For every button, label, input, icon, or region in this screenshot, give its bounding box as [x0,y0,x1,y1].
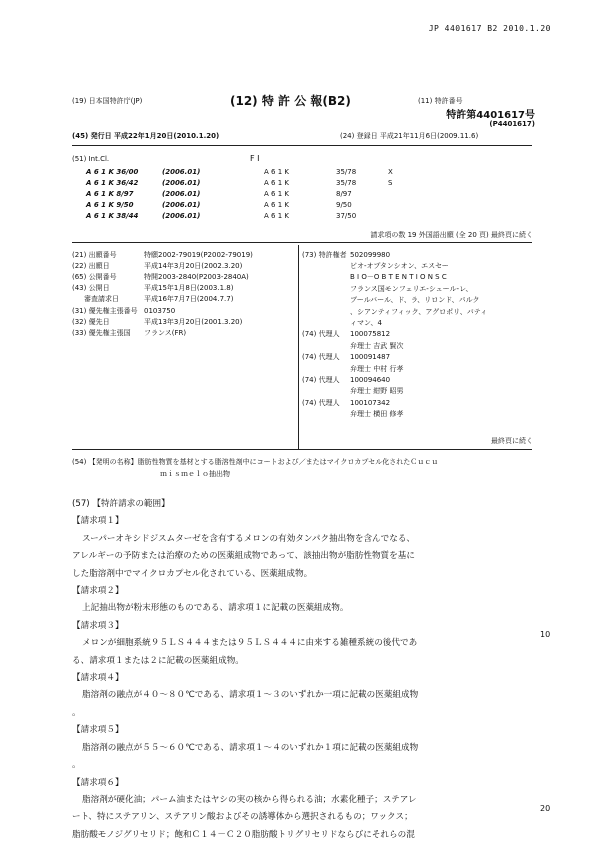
publication-type: (12) 特 許 公 報(B2) [230,94,351,108]
biblio-tag: (74) 代理人 [302,353,340,362]
ipc-code: A 6 1 K 38/44 [86,211,139,220]
ipc-row [86,210,526,221]
biblio-line [302,306,532,317]
biblio-value: 100107342 [350,398,391,407]
biblio-line [302,374,532,385]
claim-3-tag: 【請求項３】 [72,620,124,631]
biblio-value: 特開2003-2840(P2003-2840A) [144,272,249,281]
document-id-header: JP 4401617 B2 2010.1.20 [428,24,551,33]
fi-class: A 6 1 K [264,178,289,187]
biblio-line [72,283,294,294]
biblio-left [72,249,294,339]
fi-subclass: 8/97 [336,189,352,198]
claims-heading: (57) 【特許請求の範囲】 [72,499,170,509]
biblio-line [302,283,532,294]
ipc-table [86,166,526,221]
biblio-line [302,397,532,408]
biblio-value: 平成13年3月20日(2001.3.20) [144,317,243,326]
claim-1-tag: 【請求項１】 [72,516,124,527]
claim-text: 脂溶剤の融点が５５～６０℃である、請求項１～４のいずれか１項に記載の医薬組成物 [82,742,419,753]
fi-subclass: 37/50 [336,211,357,220]
ipc-code: A 6 1 K 36/00 [86,167,139,176]
ipc-row [86,188,526,199]
biblio-line [302,317,532,328]
biblio-tag: (32) 優先日 [72,317,110,326]
claims-section [72,496,532,844]
ipc-version: (2006.01) [162,211,201,220]
biblio-line [302,352,532,363]
fi-class: A 6 1 K [264,167,289,176]
divider-mid [72,242,532,243]
biblio-line [72,249,294,260]
fi-subclass: 9/50 [336,200,352,209]
biblio-value: ブールバール、ド、ラ、リロンド、パルク [350,296,480,305]
fi-subclass: 35/78 [336,178,357,187]
fi-subclass: 35/78 [336,167,357,176]
divider-top [72,145,532,146]
biblio-tag: (43) 公開日 [72,284,110,293]
ipc-row [86,177,526,188]
biblio-line [302,363,532,374]
claim-text: 。 [72,707,81,718]
ipc-row [86,199,526,210]
claim-text: した脂溶剤中でマイクロカプセル化されている、医薬組成物。 [72,568,313,579]
fi-class: A 6 1 K [264,189,289,198]
biblio-line [302,295,532,306]
claims-count: 請求項の数 19 外国語出願 (全 20 頁) 最終頁に続く [370,231,533,239]
patent-number-tag: (11) 特許番号 [418,97,463,105]
ipc-code: A 6 1 K 36/42 [86,178,139,187]
biblio-value: ィマン、4 [350,319,382,328]
fi-class: A 6 1 K [264,200,289,209]
biblio-right [302,249,532,420]
biblio-line [72,294,294,305]
biblio-value: 100094640 [350,375,391,384]
issue-date: (45) 発行日 平成22年1月20日(2010.1.20) [72,132,220,140]
biblio-value: B I O－O B T E N T I O N S C [350,273,447,282]
biblio-value: ビオ-オプタンシオン、エスセー [350,262,449,271]
claim-text: メロンが細胞系統９５ＬＳ４４４または９５ＬＳ４４４に由来する雑種系統の後代であ [82,638,418,649]
claim-text: る、請求項１または２に記載の医薬組成物。 [72,655,244,666]
patent-number-p: (P4401617) [489,120,535,128]
invention-title-cont: ｍｉｓｍｅｌｏ抽出物 [160,470,230,478]
biblio-tag: (74) 代理人 [302,398,340,407]
biblio-value: 弁理士 吉武 賢次 [350,341,404,350]
fi-class: A 6 1 K [264,211,289,220]
claim-5-tag: 【請求項５】 [72,725,124,736]
biblio-tag: (33) 優先権主張国 [72,328,131,337]
ipc-row [86,166,526,177]
claim-text: 脂肪酸モノジグリセリド；飽和Ｃ１４－Ｃ２０脂肪酸トリグリセリドならびにそれらの混 [72,829,415,840]
ipc-version: (2006.01) [162,178,201,187]
patent-number: 特許第4401617号 [446,110,535,121]
fi-suffix: X [388,167,393,176]
biblio-value: 0103750 [144,306,176,315]
claim-4-tag: 【請求項４】 [72,673,124,684]
fi-label: F I [250,154,260,163]
biblio-value: フランス国モンフェリエ-シュール-レ、 [350,284,473,293]
biblio-line [72,305,294,316]
biblio-value: 平成15年1月8日(2003.1.8) [144,284,234,293]
biblio-line [302,260,532,271]
divider-bottom [72,449,532,450]
biblio-line [72,271,294,282]
margin-line-number: 10 [540,630,551,639]
continued-last-page: 最終頁に続く [491,437,533,445]
biblio-line [302,408,532,419]
claim-text: ート、特にステアリン、ステアリン酸およびその誘導体から選択されるもの；ワックス； [72,812,413,823]
biblio-value: 弁理士 中村 行孝 [350,364,404,373]
biblio-tag: (74) 代理人 [302,375,340,384]
biblio-value: 502099980 [350,250,391,259]
biblio-value: 平成14年3月20日(2002.3.20) [144,261,243,270]
biblio-value: 100075812 [350,330,391,339]
biblio-value: 特願2002-79019(P2002-79019) [144,250,253,259]
biblio-line [72,316,294,327]
claim-text: 脂溶剤が硬化油；パーム油またはヤシの実の核から得られる油；水素化種子；ステアレ [82,794,417,805]
biblio-tag: (22) 出願日 [72,261,110,270]
biblio-tag: (65) 公開番号 [72,272,117,281]
divider-vertical [298,245,299,449]
ipc-version: (2006.01) [162,189,201,198]
claim-text: スーパーオキシドジスムターゼを含有するメロンの有効タンパク抽出物を含んでなる、 [82,533,416,544]
biblio-value: 、シアンティフィック、アグロポリ、バティ [350,307,488,316]
claim-2-tag: 【請求項２】 [72,586,124,597]
claim-6-tag: 【請求項６】 [72,777,124,788]
biblio-line [302,272,532,283]
biblio-line [72,260,294,271]
biblio-line [302,386,532,397]
ipc-code: A 6 1 K 8/97 [86,189,134,198]
biblio-tag: (74) 代理人 [302,330,340,339]
ipc-version: (2006.01) [162,200,201,209]
biblio-value: 弁理士 横田 修孝 [350,410,404,419]
ipc-label: (51) Int.Cl. [72,155,110,163]
claim-text: 上記抽出物が粉末形態のものである、請求項１に記載の医薬組成物。 [82,603,349,614]
biblio-value: 弁理士 紺野 昭男 [350,387,404,396]
biblio-tag: (31) 優先権主張番号 [72,306,138,315]
issuing-office: (19) 日本国特許庁(JP) [72,97,143,105]
ipc-version: (2006.01) [162,167,201,176]
margin-line-number: 20 [540,804,551,813]
biblio-tag: (73) 特許権者 [302,250,347,259]
biblio-line [302,329,532,340]
claim-text: アレルギーの予防または治療のための医薬組成物であって、該抽出物が脂肪性物質を基に [72,551,415,562]
registration-date: (24) 登録日 平成21年11月6日(2009.11.6) [340,132,479,140]
biblio-value: 平成16年7月7日(2004.7.7) [144,295,234,304]
biblio-line [302,249,532,260]
biblio-line [302,340,532,351]
biblio-tag: 審査請求日 [84,295,119,304]
biblio-value: 100091487 [350,353,391,362]
invention-title: (54) 【発明の名称】脂肪性物質を基材とする脂溶性剤中にコートおよび／またはマイクロカプセル化されたＣｕｃｕ [72,458,439,466]
claim-text: 脂溶剤の融点が４０～８０℃である、請求項１～３のいずれか一項に記載の医薬組成物 [82,690,419,701]
biblio-line [72,327,294,338]
biblio-value: フランス(FR) [144,328,187,337]
claim-text: 。 [72,760,81,771]
ipc-code: A 6 1 K 9/50 [86,200,134,209]
fi-suffix: S [388,178,393,187]
biblio-tag: (21) 出願番号 [72,250,117,259]
